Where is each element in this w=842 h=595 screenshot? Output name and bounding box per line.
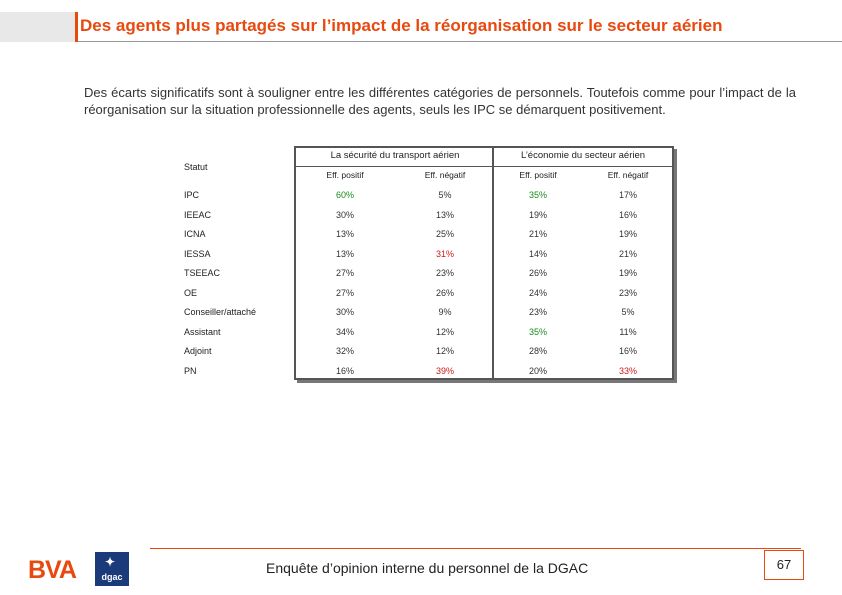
subheader-4: Eff. négatif — [607, 170, 649, 180]
table-cell: 16% — [335, 365, 354, 376]
header-divider-1 — [296, 166, 494, 167]
footer-divider — [150, 548, 801, 549]
row-label: IEEAC — [184, 209, 212, 220]
table-cell: 13% — [335, 229, 354, 239]
table-cell: 30% — [335, 307, 354, 317]
statut-header: Statut — [184, 162, 208, 172]
table-cell: 9% — [438, 307, 452, 317]
table-cell: 21% — [618, 248, 637, 259]
title-bar — [0, 12, 842, 42]
table-cell: 17% — [618, 190, 637, 200]
subheader-2: Eff. négatif — [424, 170, 466, 180]
table-cell: 13% — [435, 209, 454, 220]
table-cell: 23% — [435, 268, 454, 278]
table-cell: 33% — [618, 365, 637, 376]
table-cell: 60% — [335, 190, 354, 200]
table-cell: 34% — [335, 326, 354, 337]
group-header-economie: L’économie du secteur aérien — [520, 150, 646, 161]
page-number: 67 — [764, 550, 804, 580]
table-cell: 19% — [618, 229, 637, 239]
table-cell: 19% — [618, 268, 637, 278]
table-cell: 16% — [618, 209, 637, 220]
subheader-1: Eff. positif — [326, 170, 364, 180]
subheader-3: Eff. positif — [519, 170, 557, 180]
row-label: OE — [184, 287, 198, 298]
row-label: Conseiller/attaché — [184, 307, 257, 317]
page-title: Des agents plus partagés sur l’impact de la réorganisation sur le secteur aérien — [80, 16, 723, 35]
table-cell: 20% — [528, 365, 547, 376]
row-label: Adjoint — [184, 346, 212, 356]
title-grey-block — [0, 12, 75, 42]
table-cell: 26% — [528, 268, 547, 278]
bva-logo: BVA — [28, 556, 76, 584]
row-label: ICNA — [184, 229, 206, 239]
table-cell: 25% — [435, 229, 454, 239]
table-cell: 30% — [335, 209, 354, 220]
header-divider-2 — [494, 166, 672, 167]
table-cell: 35% — [528, 190, 547, 200]
table-cell: 19% — [528, 209, 547, 220]
table-cell: 12% — [435, 326, 454, 337]
table-cell: 11% — [619, 326, 637, 337]
table-cell: 13% — [335, 248, 354, 259]
table-cell: 5% — [621, 307, 635, 317]
table-cell: 26% — [435, 287, 454, 298]
table-cell: 28% — [528, 346, 547, 356]
results-table — [180, 146, 674, 380]
row-label: IPC — [184, 190, 200, 200]
title-underline — [78, 41, 842, 42]
table-cell: 23% — [618, 287, 637, 298]
table-cell: 39% — [435, 365, 454, 376]
table-cell: 23% — [528, 307, 547, 317]
title-accent-bar — [75, 12, 78, 42]
dgac-bird-icon: ✦ — [105, 555, 116, 569]
row-label: Assistant — [184, 326, 221, 337]
table-cell: 31% — [435, 248, 454, 259]
table-cell: 32% — [335, 346, 354, 356]
dgac-logo-text: dgac — [101, 572, 123, 582]
row-label: TSEEAC — [184, 268, 221, 278]
row-label: PN — [184, 365, 197, 376]
table-cell: 35% — [528, 326, 547, 337]
table-cell: 5% — [438, 190, 452, 200]
table-cell: 24% — [528, 287, 547, 298]
survey-footer: Enquête d’opinion interne du personnel de la DGAC — [266, 560, 589, 576]
table-cell: 21% — [528, 229, 547, 239]
table-cell: 14% — [528, 248, 547, 259]
table-cell: 27% — [335, 268, 354, 278]
table-cell: 16% — [618, 346, 637, 356]
table-cell: 27% — [335, 287, 354, 298]
row-label: IESSA — [184, 248, 211, 259]
dgac-logo — [95, 552, 129, 586]
group-header-securite: La sécurité du transport aérien — [330, 150, 460, 161]
table-cell: 12% — [435, 346, 454, 356]
group-block-economie — [492, 146, 674, 380]
group-block-securite — [294, 146, 496, 380]
intro-paragraph: Des écarts significatifs sont à souligner entre les différentes catégories de personnels. Toutefois comme pour l’impact de la réorganisation sur la situation professionnelle des agents, seuls les IPC se démarquent positivement. — [84, 85, 796, 117]
